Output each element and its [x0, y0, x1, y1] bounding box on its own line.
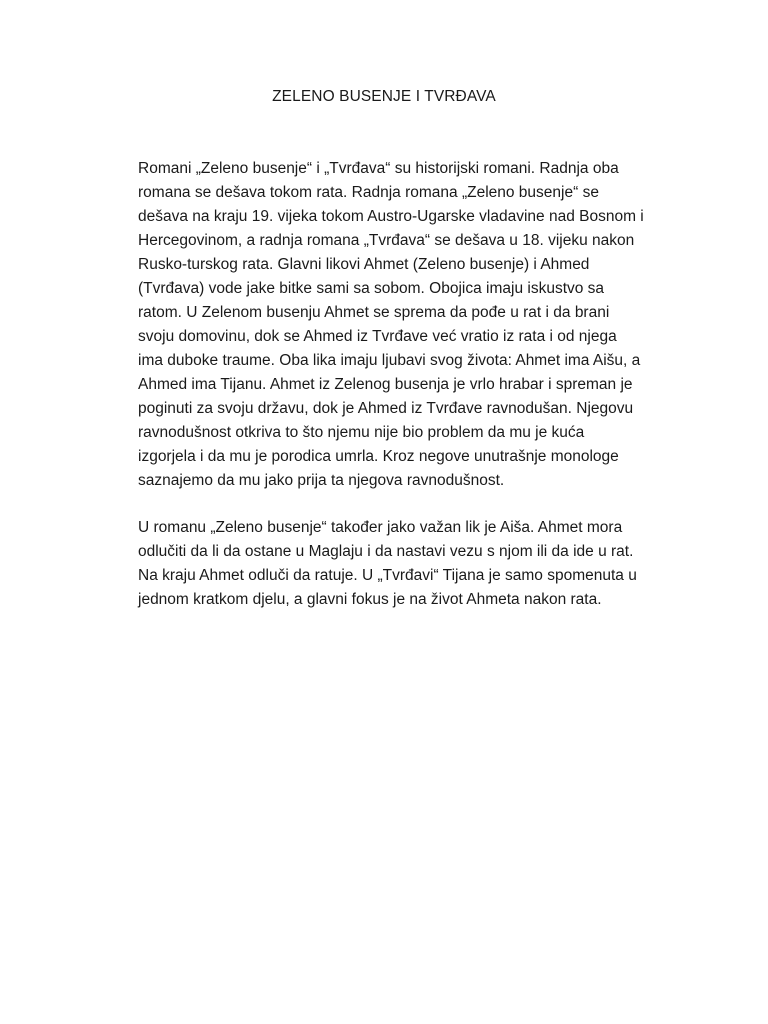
paragraph-line: jednom kratkom djelu, a glavni fokus je na život Ahmeta nakon rata. — [138, 591, 602, 608]
paragraph-1 — [138, 157, 670, 493]
paragraph-line: odlučiti da li da ostane u Maglaju i da nastavi vezu s njom ili da ide u rat. — [138, 543, 634, 560]
document-title: ZELENO BUSENJE I TVRĐAVA — [272, 88, 496, 105]
paragraph-line: romana se dešava tokom rata. Radnja romana „Zeleno busenje“ se — [138, 184, 599, 201]
paragraph-line: ravnodušnost otkriva to što njemu nije bio problem da mu je kuća — [138, 424, 585, 441]
paragraph-line: U romanu „Zeleno busenje“ također jako važan lik je Aiša. Ahmet mora — [138, 519, 623, 536]
paragraph-line: ratom. U Zelenom busenju Ahmet se sprema da pođe u rat i da brani — [138, 304, 610, 321]
paragraph-line: dešava na kraju 19. vijeka tokom Austro-Ugarske vladavine nad Bosnom i — [138, 208, 644, 225]
paragraph-line: ima duboke traume. Oba lika imaju ljubavi svog života: Ahmet ima Aišu, a — [138, 352, 641, 369]
paragraph-line: Ahmed ima Tijanu. Ahmet iz Zelenog busenja je vrlo hrabar i spreman je — [138, 376, 633, 393]
paragraph-line: Na kraju Ahmet odluči da ratuje. U „Tvrđavi“ Tijana je samo spomenuta u — [138, 567, 637, 584]
paragraph-line: izgorjela i da mu je porodica umrla. Kroz negove unutrašnje monologe — [138, 448, 619, 465]
paragraph-line: poginuti za svoju državu, dok je Ahmed iz Tvrđave ravnodušan. Njegovu — [138, 400, 634, 417]
paragraph-line: Romani „Zeleno busenje“ i „Tvrđava“ su historijski romani. Radnja oba — [138, 160, 619, 177]
paragraph-line: Rusko-turskog rata. Glavni likovi Ahmet (Zeleno busenje) i Ahmed — [138, 256, 590, 273]
paragraph-line: saznajemo da mu jako prija ta njegova ravnodušnost. — [138, 472, 505, 489]
paragraph-line: svoju domovinu, dok se Ahmed iz Tvrđave već vratio iz rata i od njega — [138, 328, 617, 345]
paragraph-line: Hercegovinom, a radnja romana „Tvrđava“ se dešava u 18. vijeku nakon — [138, 232, 635, 249]
paragraph-2 — [138, 516, 670, 612]
paragraph-line: (Tvrđava) vode jake bitke sami sa sobom. Obojica imaju iskustvo sa — [138, 280, 605, 297]
